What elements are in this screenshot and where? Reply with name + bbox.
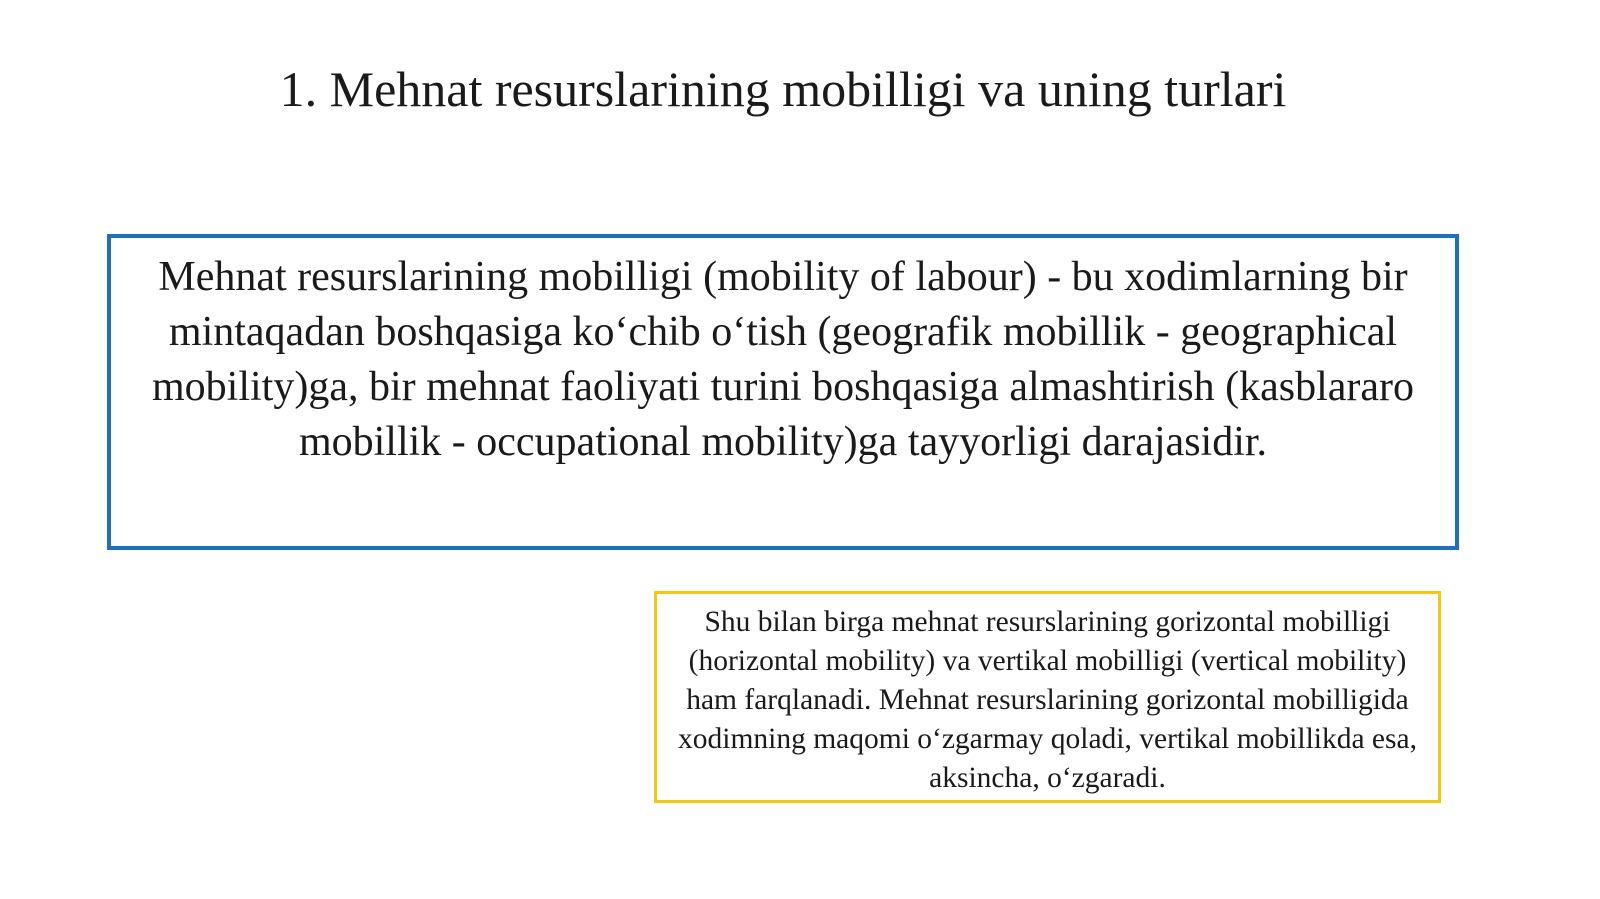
slide-title: 1. Mehnat resurslarining mobilligi va uning turlari: [279, 61, 1287, 117]
note-box: Shu bilan birga mehnat resurslarining gorizontal mobilligi (horizontal mobility) va vertikal mobilligi (vertical mobility) ham farqlanadi. Mehnat resurslarining gorizontal mobilligida xodimning maqomi o‘zgarmay qoladi, vertikal mobillikda esa, aksincha, o‘zgaradi.: [654, 591, 1441, 803]
definition-box: Mehnat resurslarining mobilligi (mobility of labour) - bu xodimlarning bir mintaqadan boshqasiga ko‘chib o‘tish (geografik mobillik - geographical mobility)ga, bir mehnat faoliyati turini boshqasiga almashtirish (kasblararo mobillik - occupational mobility)ga tayyorligi darajasidir.: [107, 234, 1459, 550]
